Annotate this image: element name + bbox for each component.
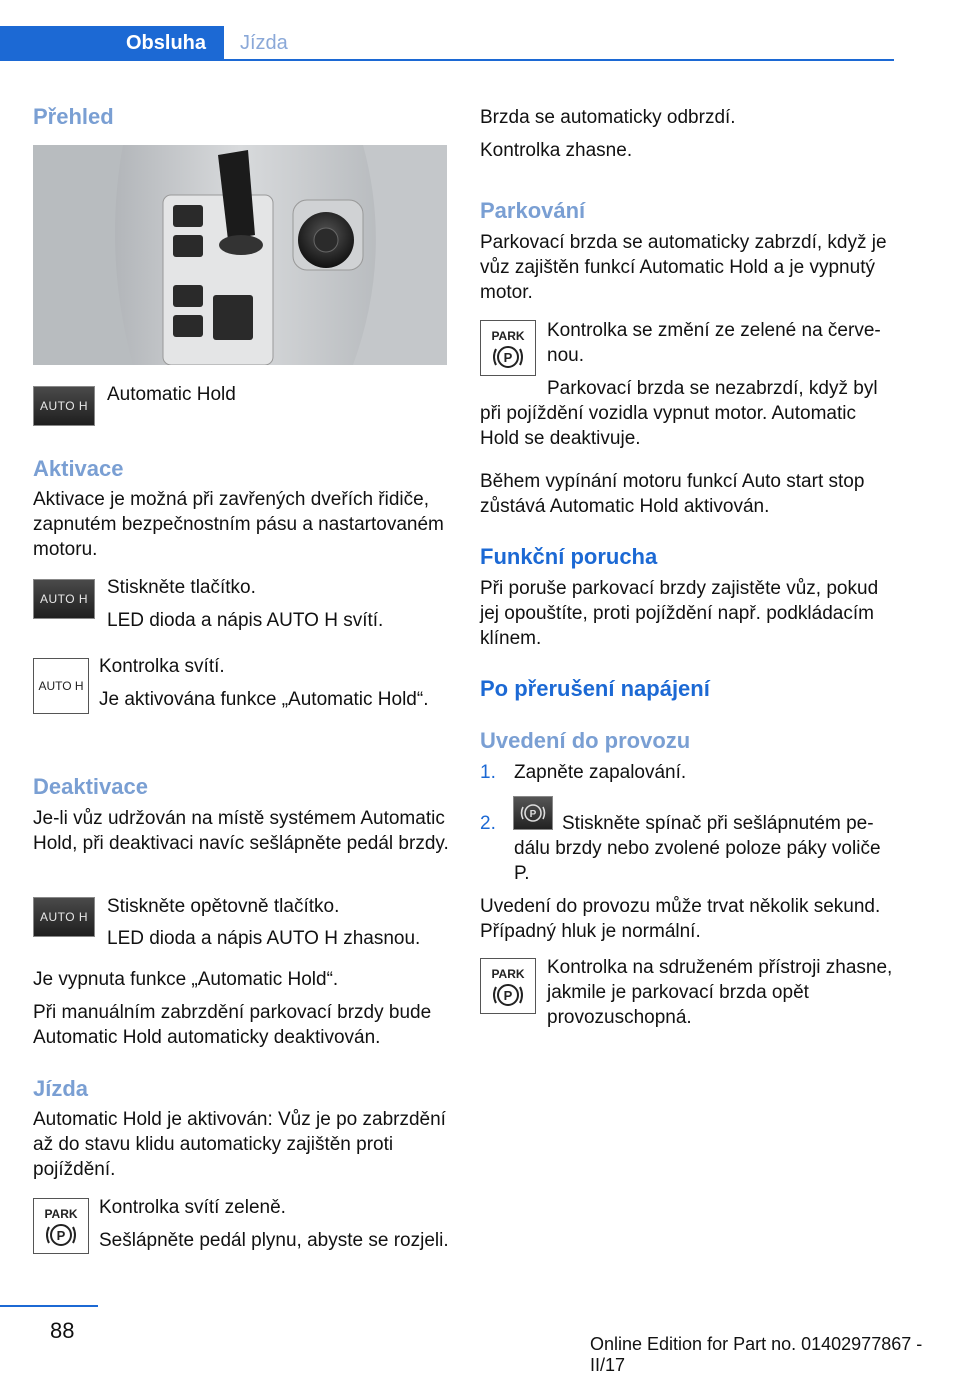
page-number: 88	[50, 1318, 75, 1343]
paragraph: Kontrolka zhasne.	[480, 140, 633, 161]
auto-h-icon-label: AUTO H	[39, 592, 89, 606]
step-text: LED dioda a nápis AUTO H zhasnou.	[107, 928, 421, 949]
paragraph: Během vypínání motoru funkcí Auto start stop zůstává Automatic Hold aktivován.	[480, 471, 865, 517]
paragraph: Při manuálním zabrzdění parkovací brzdy bude Automatic Hold automaticky deaktivován.	[33, 1002, 432, 1048]
step-text: Stiskněte tlačítko.	[107, 577, 256, 598]
auto-h-indicator-icon	[33, 658, 89, 714]
kontrolka-text: Kontrolka svítí.	[99, 656, 225, 677]
auto-h-icon-label: AUTO H	[38, 679, 84, 693]
park-brake-icon	[33, 1198, 89, 1254]
section-title-parkovani: Parkování	[480, 198, 586, 223]
auto-h-button-icon	[33, 579, 95, 619]
uvedeni-text: Uvedení do provozu může trvat několik sekund. Případný hluk je normální.	[480, 896, 881, 942]
park-icon-p: P	[503, 350, 513, 365]
park-icon-p: P	[56, 1228, 66, 1243]
kontrolka-text: Je aktivována funkce „Automatic Hold“.	[99, 689, 429, 710]
auto-h-icon-label: AUTO H	[39, 399, 89, 413]
jizda-text: Automatic Hold je aktivován: Vůz je po zabrzdění až do stavu klidu automaticky zajištěn proti pojíždění.	[33, 1109, 446, 1180]
step-text: LED dioda a nápis AUTO H svítí.	[107, 610, 384, 631]
parkovani-text: Parkovací brzda se automaticky zabrzdí, když je vůz zajištěn funkcí Automatic Hold a je vypnutý motor.	[480, 232, 887, 303]
icon-caption: Automatic Hold	[107, 384, 236, 405]
auto-h-icon-label: AUTO H	[39, 910, 89, 924]
park-icon-p: P	[503, 988, 513, 1003]
aktivace-text: Aktivace je možná při zavřených dveřích řidiče, zapnutém bezpečnostním pásu a nastartovaném motoru.	[33, 489, 444, 560]
list-num: 2.	[480, 813, 496, 834]
console-photo	[33, 145, 447, 365]
park-brake-icon	[480, 958, 536, 1014]
switch-icon-p: P	[529, 809, 537, 820]
jizda-step: Sešlápněte pedál plynu, abyste se rozjeli.	[99, 1230, 449, 1251]
section-title-deaktivace: Deaktivace	[33, 774, 148, 799]
auto-h-button-icon	[33, 897, 95, 937]
list-item: Stiskněte spínač při sešlápnutém pedálu brzdy nebo zvolené poloze páky voliče P.	[514, 813, 881, 884]
last-text: Kontrolka na sdruženém přístroji zhasne, jakmile je parkovací brzda opět provozuschopná.	[547, 957, 893, 1028]
section-title-jizda: Jízda	[33, 1076, 89, 1101]
list-num: 1.	[480, 762, 496, 783]
section-title-aktivace: Aktivace	[33, 456, 124, 481]
auto-h-button-icon	[33, 386, 95, 426]
park-step: Kontrolka se změní ze zelené na červenou.	[547, 320, 881, 366]
park-icon-label: PARK	[491, 967, 525, 981]
tab-obsluha[interactable]: Obsluha	[0, 26, 224, 60]
list-item: Zapněte zapalování.	[514, 762, 687, 783]
step-text: Stiskněte opětovně tlačítko.	[107, 896, 340, 917]
porucha-text: Při poruše parkovací brzdy zajistěte vůz, pokud jej opouštíte, proti pojíždění např. podkládacím klínem.	[480, 578, 879, 649]
park-step: Parkovací brzda se nezabrzdí, když byl při pojíždění vozidla vypnut motor. Automatic Hold se deaktivuje.	[480, 378, 878, 449]
paragraph: Brzda se automaticky odbrzdí.	[480, 107, 736, 128]
paragraph: Je vypnuta funkce „Automatic Hold“.	[33, 969, 339, 990]
footer-divider	[0, 1305, 98, 1307]
park-icon-label: PARK	[491, 329, 525, 343]
park-icon-label: PARK	[44, 1207, 78, 1221]
header-divider	[0, 59, 894, 61]
tab-jizda[interactable]: Jízda	[240, 31, 288, 54]
section-title-prehled: Přehled	[33, 104, 114, 129]
jizda-step: Kontrolka svítí zeleně.	[99, 1197, 286, 1218]
footer-edition: Online Edition for Part no. 01402977867 - II/17	[590, 1334, 923, 1375]
section-title-preruseni: Po přerušení napájení	[480, 676, 710, 701]
section-title-uvedeni: Uvedení do provozu	[480, 728, 691, 753]
section-title-porucha: Funkční porucha	[480, 544, 658, 569]
park-brake-icon	[480, 320, 536, 376]
deaktivace-text: Je-li vůz udržován na místě systémem Automatic Hold, při deaktivaci navíc sešlápněte pedál brzdy.	[33, 808, 449, 854]
